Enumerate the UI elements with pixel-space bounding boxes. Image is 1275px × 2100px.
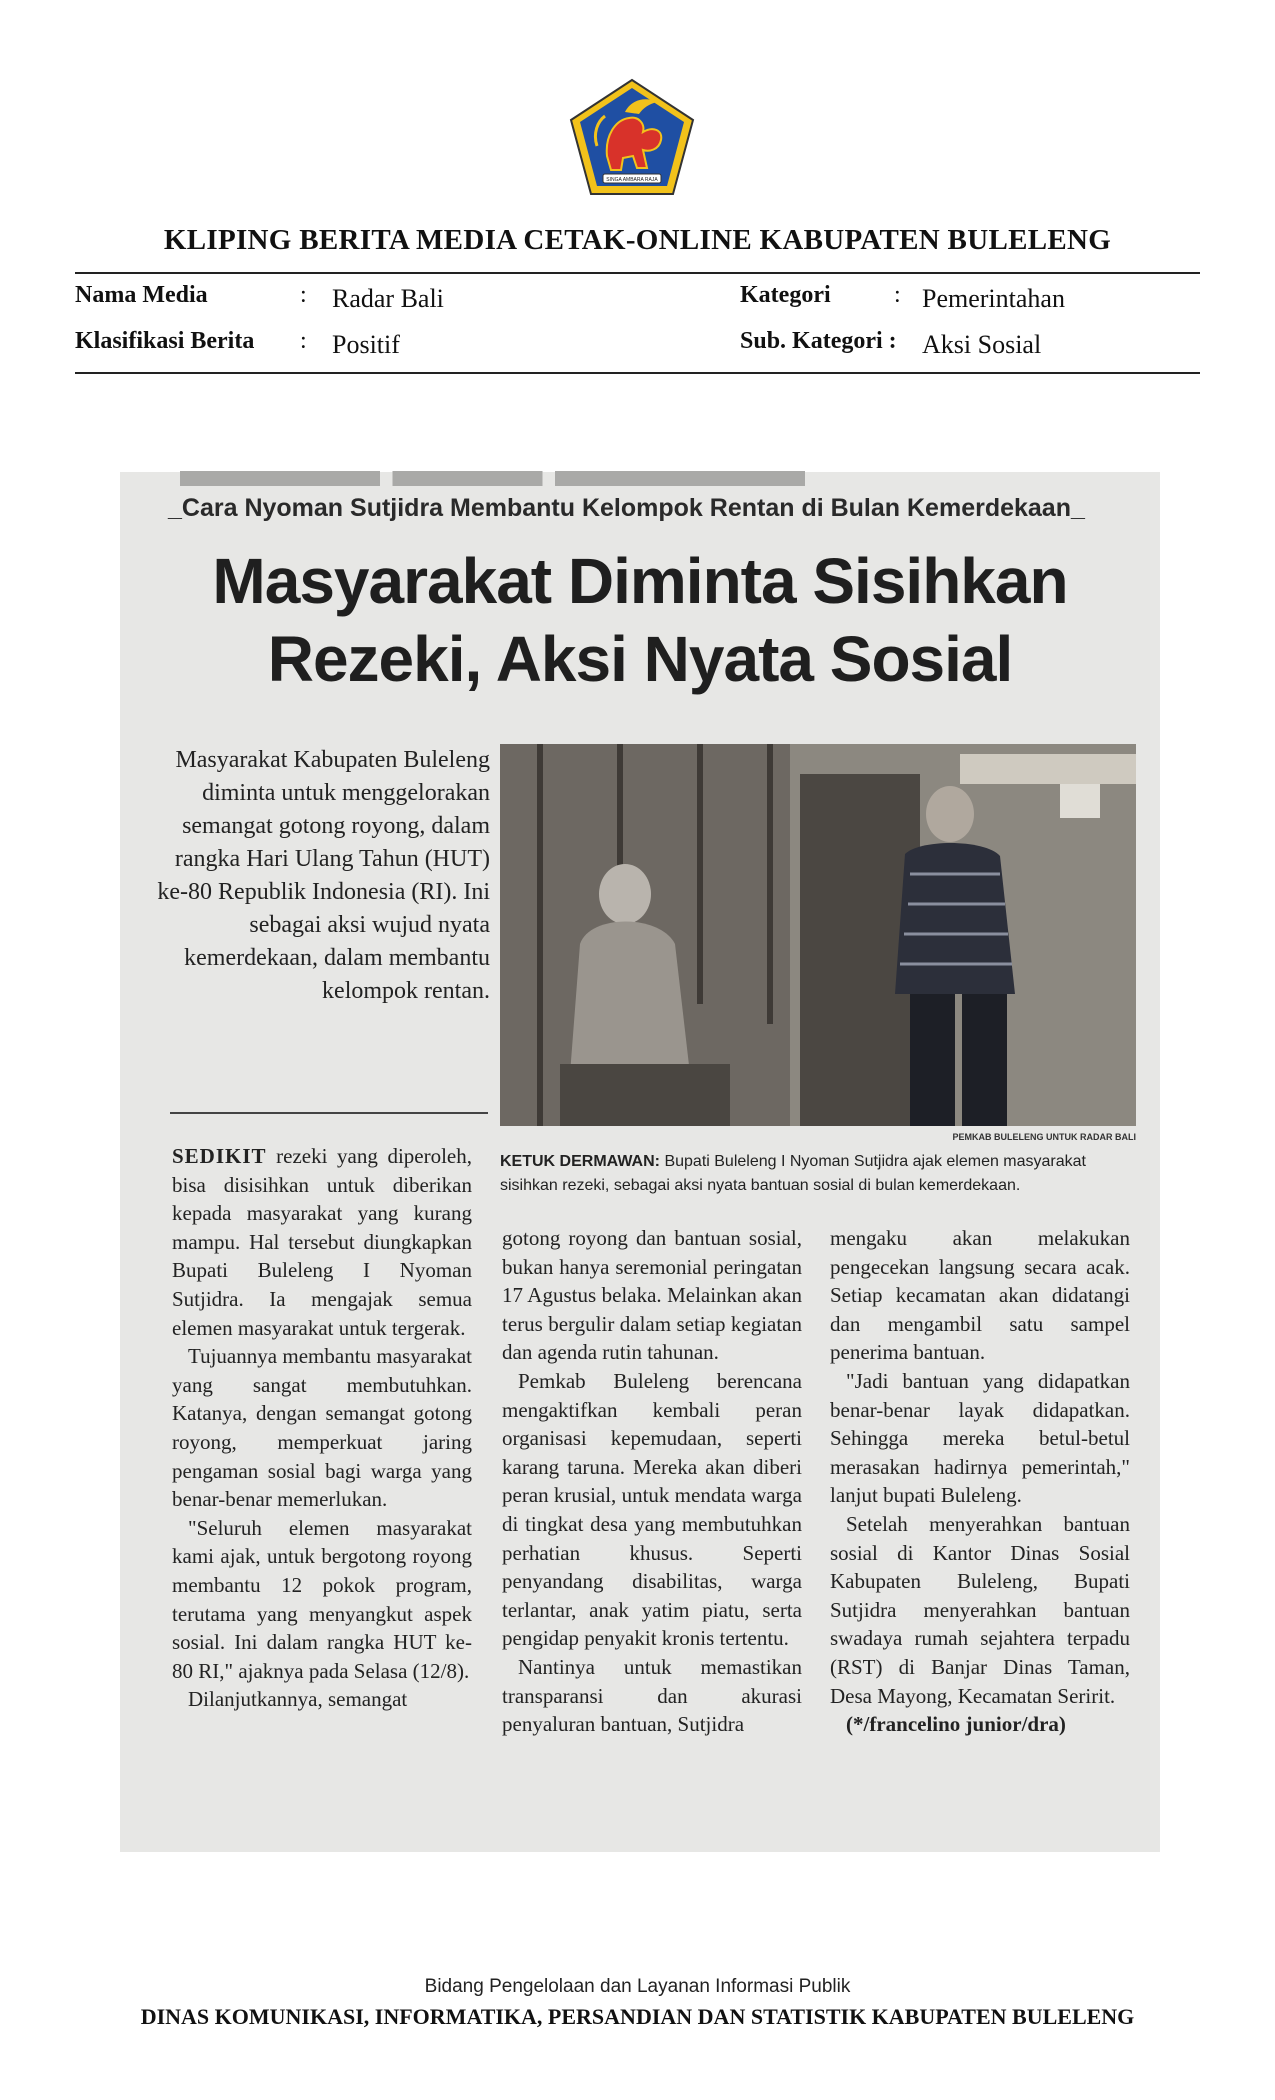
article-column-1 (172, 1142, 472, 1714)
paragraph: "Seluruh elemen masyarakat kami ajak, untuk bergotong royong membantu 12 pokok program, terutama yang menyangkut aspek sosial. Ini dalam rangka HUT ke-80 RI," ajaknya pada Selasa (12/8). (172, 1515, 472, 1683)
newspaper-clipping (120, 441, 1160, 1852)
dropcap-word: SEDIKIT (172, 1144, 267, 1168)
header-divider-top (75, 272, 1200, 274)
headline-line-1: Masyarakat Diminta Sisihkan (212, 545, 1068, 617)
klasifikasi-colon: : (300, 328, 307, 354)
article-headline (140, 542, 1140, 698)
paragraph: Setelah menyerahkan bantuan sosial di Kantor Dinas Sosial Kabupaten Buleleng, Bupati Sutjidra menyerahkan bantuan swadaya rumah sejahtera terpadu (RST) di Banjar Dinas Taman, Desa Mayong, Kecamatan Seririt. (830, 1511, 1130, 1708)
paragraph: Dilanjutkannya, semangat (188, 1687, 408, 1712)
caption-text: Bupati Buleleng I Nyoman Sutjidra ajak elemen masyarakat sisihkan rezeki, sebagai aksi nyata bantuan sosial di bulan kemerdekaan. (500, 1153, 1086, 1194)
headline-line-2: Rezeki, Aksi Nyata Sosial (267, 623, 1013, 695)
media-label: Nama Media (75, 282, 208, 308)
article-kicker: _Cara Nyoman Sutjidra Membantu Kelompok Rentan di Bulan Kemerdekaan_ (168, 494, 1085, 522)
kategori-value: Pemerintahan (922, 284, 1065, 313)
paragraph: gotong royong dan bantuan sosial, bukan hanya seremonial peringatan 17 Agustus belaka. Melainkan akan terus bergulir dalam setiap kegiatan dan agenda rutin tahunan. (502, 1226, 802, 1365)
kategori-colon: : (894, 282, 901, 308)
media-colon: : (300, 282, 307, 308)
document-title: KLIPING BERITA MEDIA CETAK-ONLINE KABUPATEN BULELENG (163, 224, 1112, 256)
klasifikasi-value: Positif (332, 330, 400, 359)
photo-credit: PEMKAB BULELENG UNTUK RADAR BALI (952, 1132, 1136, 1142)
paragraph: Tujuannya membantu masyarakat yang sangat membutuhkan. Katanya, dengan semangat gotong royong, memperkuat jaring pengaman sosial bagi warga yang benar-benar memerlukan. (172, 1344, 472, 1512)
header-divider-bottom (75, 372, 1200, 374)
bleed-through-text-top: ▬▬▬▬ ▬▬▬ ▬▬▬▬▬ (180, 441, 805, 497)
emblem-motto: SINGA AMBARA RAJA (606, 177, 658, 183)
subkategori-label: Sub. Kategori : (740, 328, 897, 354)
footer-division: Bidang Pengelolaan dan Layanan Informasi Publik (424, 1976, 851, 1997)
article-lead: Masyarakat Kabupaten Buleleng diminta untuk menggelorakan semangat gotong royong, dalam rangka Hari Ulang Tahun (HUT) ke-80 Republik Indonesia (RI). Ini sebagai aksi wujud nyata kemerdekaan, dalam membantu kelompok rentan. (157, 747, 490, 1004)
footer-agency: DINAS KOMUNIKASI, INFORMATIKA, PERSANDIAN DAN STATISTIK KABUPATEN BULELENG (140, 2004, 1135, 2029)
photo-caption (500, 1150, 1140, 1198)
paragraph-text: rezeki yang diperoleh, bisa disisihkan untuk diberikan kepada masyarakat yang kurang mampu. Hal tersebut diungkapkan Bupati Buleleng I Nyoman Sutjidra. Ia mengajak semua elemen masyarakat untuk tergerak. (172, 1144, 472, 1340)
subkategori-value: Aksi Sosial (922, 330, 1042, 359)
klasifikasi-label: Klasifikasi Berita (75, 328, 255, 354)
lead-divider (170, 1112, 488, 1114)
paragraph: Pemkab Buleleng berencana mengaktifkan kembali peran organisasi kepemudaan, seperti karang taruna. Mereka akan diberi peran krusial, untuk mendata warga di tingkat desa yang membutuhkan perhatian khusus. Seperti penyandang disabilitas, warga terlantar, anak yatim piatu, serta pengidap penyakit kronis tertentu. (502, 1368, 802, 1651)
paragraph: "Jadi bantuan yang didapatkan benar-benar layak didapatkan. Sehingga mereka betul-betul merasakan hadirnya pemerintah," lanjut bupati Buleleng. (830, 1368, 1130, 1508)
buleleng-emblem-logo (567, 76, 697, 198)
paragraph (172, 1142, 472, 1342)
article-photo (500, 744, 1136, 1126)
paragraph: mengaku akan melakukan pengecekan langsung secara acak. Setiap kecamatan akan didatangi dan mengambil satu sampel penerima bantuan. (830, 1226, 1130, 1365)
paragraph: (*/francelino junior/dra) (846, 1712, 1066, 1737)
media-value: Radar Bali (332, 284, 444, 313)
article-column-2 (502, 1224, 802, 1739)
caption-label: KETUK DERMAWAN: (500, 1153, 660, 1170)
article-column-3 (830, 1224, 1130, 1739)
paragraph: Nantinya untuk memastikan transparansi dan akurasi penyaluran bantuan, Sutjidra (502, 1654, 802, 1737)
kategori-label: Kategori (740, 282, 831, 308)
